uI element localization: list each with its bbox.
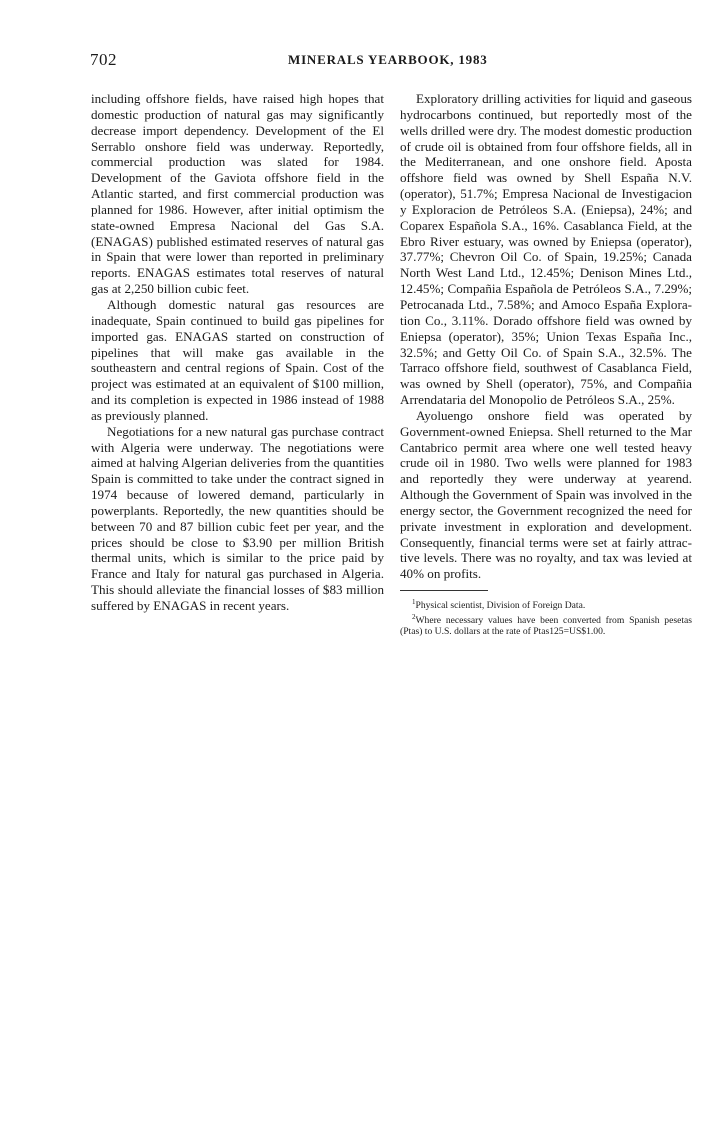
paragraph: Ayoluengo onshore field was operated by Government-owned Eniepsa. Shell returned to the Mar Cantabrico permit area where one well tested heavy crude oil in 1980. Two wells were planned for 1983 and reportedly they were underway at yearend. Although the Government of Spain was involved in the energy sector, the Government recognized the need for private investment in exploration and development. Consequently, financial terms were set at fairly attractive levels. There was no royalty, and tax was levied at 40% on profits. — [400, 407, 692, 582]
footnotes — [400, 597, 692, 637]
right-column — [400, 91, 692, 637]
paragraph: Exploratory drilling activities for liquid and gaseous hydrocarbons continued, but reportedly most of the wells drilled were dry. The modest domestic production of crude oil is obtained from four offshore fields, all in the Mediterranean, and one onshore field. Aposta offshore field was owned by Shell España N.V. (operator), 51.7%; Empresa Nacional de Investigacion y Exploracion de Petróleos S.A. (Eniepsa), 24%; and Coparex Española S.A., 16%. Casablanca Field, at the Ebro River estuary, was owned by Eniepsa (operator), 37.77%; Chevron Oil Co. of Spain, 19.25%; Canada North West Land Ltd., 12.45%; Denison Mines Ltd., 12.45%; Compañia Española de Petróleos S.A., 7.29%; Petrocanada Ltd., 7.58%; and Amoco España Exploration Co., 3.11%. Dorado offshore field was owned by Eniepsa (operator), 35%; Union Texas España Inc., 32.5%; and Getty Oil Co. of Spain S.A., 32.5%. The Tarraco offshore field, southwest of Casablanca Field, was owned by Shell (operator), 75%, and Compañia Arrendataria del Monopolio de Petróleos S.A., 25%. — [400, 91, 692, 408]
footnote-marker: 2 — [412, 612, 416, 621]
footnote-divider — [400, 590, 488, 591]
footnote — [400, 597, 692, 612]
paragraph: Negotiations for a new natural gas purchase contract with Algeria were underway. The negotiations were aimed at halving Algerian deliveries from the quantities Spain is committed to take under the contract signed in 1974 because of lowered demand, particularly in powerplants. Reportedly, the new quantities should be between 70 and 87 billion cubic feet per year, and the prices should be close to $3.90 per million British thermal units, which is similar to the price paid by France and Italy for natural gas purchased in Algeria. This should alleviate the financial losses of $83 million suffered by ENAGAS in recent years. — [91, 423, 384, 613]
paragraph: including offshore fields, have raised high hopes that domestic production of natural gas may significantly decrease import dependency. Development of the El Serrablo onshore field was underway. Reportedly, commercial production was slated for 1984. Development of the Gaviota offshore field in the Atlantic started, and first commercial production was planned for 1986. However, after initial optimism the state-owned Empresa Nacional del Gas S.A. (ENAGAS) published estimated reserves of natural gas in Spain that were lower than reported in preliminary reports. ENAGAS estimates total reserves of natural gas at 2,250 billion cubic feet. — [91, 91, 384, 297]
left-column — [91, 91, 384, 614]
running-header — [90, 50, 712, 74]
footnote-text: Physical scientist, Division of Foreign Data. — [415, 600, 586, 612]
running-title: MINERALS YEARBOOK, 1983 — [288, 52, 488, 67]
footnote-text: Where necessary values have been converted from Spanish pesetas (Ptas) to U.S. dollars at the rate of Ptas125=US$1.00. — [400, 615, 692, 637]
page-number: 702 — [90, 50, 117, 69]
footnote — [400, 612, 692, 637]
paragraph: Although domestic natural gas resources are inadequate, Spain continued to build gas pipelines for imported gas. ENAGAS started on construction of pipelines that will make gas available in the southeastern and central regions of Spain. Cost of the project was estimated at an equivalent of $100 million, and its completion is expected in 1986 instead of 1988 as previously planned. — [91, 296, 384, 423]
footnote-marker: 1 — [412, 598, 416, 607]
